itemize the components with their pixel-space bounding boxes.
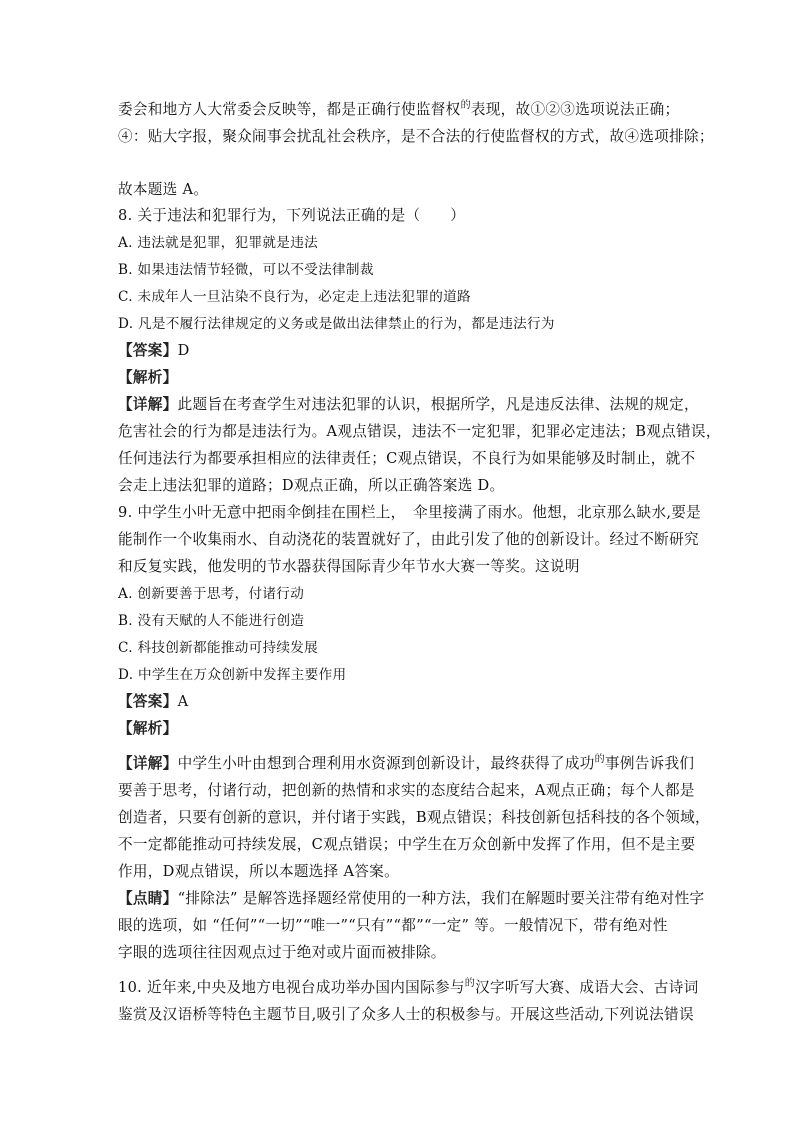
analysis-line <box>118 368 178 388</box>
option-a: A. 违法就是犯罪，犯罪就是违法 <box>118 235 318 251</box>
answer-tag: 【答案】 <box>118 693 178 710</box>
text-segment: 汉字听写大赛、成语大会、古诗词 <box>475 979 699 996</box>
text-segment: 中学生小叶由想到合理利用水资源到创新设计，最终获得了成功 <box>177 755 595 772</box>
text-segment: “排除法” 是解答选择题经常使用的一种方法，我们在解题时要关注带有绝对性字 <box>177 890 705 907</box>
explanation-tag: 【详解】 <box>118 396 178 413</box>
text-segment: 此题旨在考查学生对违法犯罪的认识，根据所学，凡是违反法律、法规的规定， <box>177 396 699 413</box>
answer-tag: 【答案】 <box>118 342 178 359</box>
text-line: 不一定都能推动可持续发展，C观点错误；中学生在万众创新中发挥了作用，但不是主要 <box>118 836 696 853</box>
superscript-char: 的 <box>464 978 476 989</box>
explanation-line <box>118 395 699 415</box>
analysis-tag: 【解析】 <box>118 369 178 386</box>
tip-line <box>118 889 704 909</box>
option-b: B. 没有天赋的人不能进行创造 <box>118 613 305 629</box>
answer-line <box>118 692 188 712</box>
text-line <box>118 100 679 122</box>
text-segment: 表现，故①②③选项说法正确； <box>470 101 680 118</box>
option-c: C. 科技创新都能推动可持续发展 <box>118 640 319 656</box>
text-line: 鉴赏及汉语桥等特色主题节目,吸引了众多人士的积极参与。开展这些活动,下列说法错误 <box>118 1006 694 1023</box>
option-b: B. 如果违法情节轻微，可以不受法律制裁 <box>118 262 374 278</box>
answer-line <box>118 341 190 361</box>
text-line: 能制作一个收集雨水、自动浇花的装置就好了，由此引发了他的创新设计。经过不断研究 <box>118 531 699 548</box>
option-d: D. 凡是不履行法律规定的义务或是做出法律禁止的行为，都是违法行为 <box>118 316 555 332</box>
explanation-line <box>118 754 694 776</box>
text-line: 创造者，只要有创新的意识，并付诸于实践，B观点错误；科技创新包括科技的各个领域， <box>118 809 710 826</box>
option-c: C. 未成年人一旦沾染不良行为，必定走上违法犯罪的道路 <box>118 289 471 305</box>
option-a: A. 创新要善于思考，付诸行动 <box>118 586 305 602</box>
answer-value: D <box>177 342 190 359</box>
text-line: 会走上违法犯罪的道路；D观点正确，所以正确答案选 D。 <box>118 477 505 494</box>
answer-value: A <box>177 693 189 710</box>
question-10-stem <box>118 978 699 1000</box>
superscript-char: 的 <box>594 754 605 765</box>
text-segment: 委会和地方人大常委会反映等，都是正确行使监督权 <box>118 101 461 118</box>
option-d: D. 中学生在万众创新中发挥主要作用 <box>118 667 347 683</box>
explanation-tag: 【详解】 <box>118 755 178 772</box>
question-8-stem: 8. 关于违法和犯罪行为，下列说法正确的是（ ） <box>118 207 466 224</box>
text-line: 故本题选 A。 <box>118 181 209 198</box>
text-segment: 事例告诉我们 <box>604 755 695 772</box>
text-line: 眼的选项，如 “任何”“一切”“唯一”“只有”“都”“一定” 等。一般情况下，带有绝对性 <box>118 917 668 934</box>
text-line: 作用，D观点错误，所以本题选择 A答案。 <box>118 863 399 880</box>
tip-tag: 【点睛】 <box>118 890 178 907</box>
text-segment: 10. 近年来,中央及地方电视台成功举办国内国际参与 <box>118 979 465 996</box>
analysis-tag: 【解析】 <box>118 720 178 737</box>
analysis-line <box>118 719 178 739</box>
superscript-char: 的 <box>460 100 471 111</box>
text-line: ④：贴大字报，聚众闹事会扰乱社会秩序，是不合法的行使监督权的方式，故④选项排除； <box>118 128 714 145</box>
text-line: 要善于思考，付诸行动，把创新的热情和求实的态度结合起来，A观点正确；每个人都是 <box>118 782 695 799</box>
question-9-stem: 9. 中学生小叶无意中把雨伞倒挂在围栏上， 伞里接满了雨水。他想，北京那么缺水,要是 <box>118 504 702 521</box>
text-line: 和反复实践，他发明的节水器获得国际青少年节水大赛一等奖。这说明 <box>118 558 580 575</box>
text-line: 危害社会的行为都是违法行为。A观点错误，违法不一定犯罪，犯罪必定违法；B观点错误， <box>118 423 721 440</box>
text-line: 任何违法行为都要承担相应的法律责任；C观点错误，不良行为如果能够及时制止，就不 <box>118 450 696 467</box>
text-line: 字眼的选项往往因观点过于绝对或片面而被排除。 <box>118 944 446 961</box>
